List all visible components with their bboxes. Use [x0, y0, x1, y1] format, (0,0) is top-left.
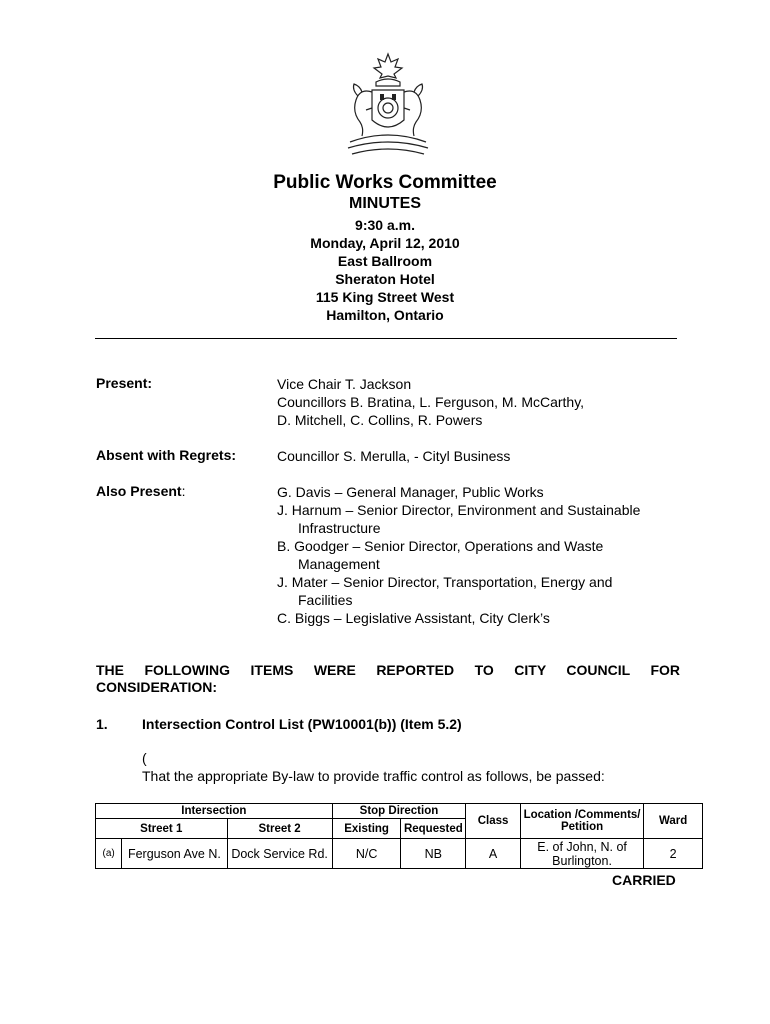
- street1-header: Street 1: [96, 819, 228, 839]
- present-line: D. Mitchell, C. Collins, R. Powers: [277, 412, 483, 428]
- also-present-label: [96, 483, 185, 499]
- meeting-street: 115 King Street West: [315, 289, 455, 305]
- staff-line: J. Harnum – Senior Director, Environment and Sustainable: [277, 502, 641, 518]
- present-line: Councillors B. Bratina, L. Ferguson, M. McCarthy,: [277, 394, 585, 410]
- existing-header: Existing: [332, 819, 401, 839]
- item-text: That the appropriate By-law to provide traffic control as follows, be passed:: [142, 768, 605, 784]
- staff-line: Facilities: [298, 592, 353, 608]
- staff-line: C. Biggs – Legislative Assistant, City Clerk’s: [277, 610, 550, 626]
- table-row: [96, 839, 703, 869]
- intersection-control-table: [95, 803, 703, 869]
- also-present-list: [277, 483, 697, 627]
- meeting-venue: Sheraton Hotel: [335, 271, 435, 287]
- ward-header: Ward: [644, 804, 703, 839]
- page-title: Public Works Committee: [273, 172, 497, 193]
- row-existing: N/C: [332, 839, 401, 869]
- meeting-city: Hamilton, Ontario: [326, 307, 444, 323]
- present-line: Vice Chair T. Jackson: [277, 376, 412, 392]
- row-class: A: [466, 839, 521, 869]
- meeting-date: Monday, April 12, 2010: [310, 235, 460, 251]
- staff-line: J. Mater – Senior Director, Transportation, Energy and: [277, 574, 613, 590]
- present-label: Present:: [96, 375, 153, 391]
- row-street2: Dock Service Rd.: [227, 839, 332, 869]
- reported-heading: THE FOLLOWING ITEMS WERE REPORTED TO CITY COUNCIL FOR: [96, 662, 680, 678]
- location-header: Location /Comments/ Petition: [520, 804, 643, 839]
- stop-direction-header: Stop Direction: [332, 804, 466, 819]
- reported-heading-cont: CONSIDERATION:: [96, 679, 218, 695]
- row-requested: NB: [401, 839, 466, 869]
- requested-header: Requested: [401, 819, 466, 839]
- intersection-header: Intersection: [96, 804, 333, 819]
- header-divider: [95, 338, 677, 339]
- absent-value: Councillor S. Merulla, - Cityl Business: [277, 448, 511, 464]
- also-present-colon: :: [181, 483, 186, 499]
- carried-status: CARRIED: [612, 872, 676, 888]
- row-letter: (a): [96, 839, 122, 869]
- item-title: Intersection Control List (PW10001(b)) (Item 5.2): [142, 716, 462, 732]
- item-number: 1.: [96, 716, 108, 732]
- meeting-details: [0, 216, 770, 324]
- meeting-room: East Ballroom: [337, 253, 433, 269]
- also-present-text: Also Present: [96, 483, 182, 499]
- meeting-time: 9:30 a.m.: [355, 217, 415, 233]
- staff-line: G. Davis – General Manager, Public Works: [277, 484, 544, 500]
- row-location: E. of John, N. of Burlington.: [520, 839, 643, 869]
- row-ward: 2: [644, 839, 703, 869]
- staff-line: B. Goodger – Senior Director, Operations and Waste: [277, 538, 604, 554]
- page-subtitle: MINUTES: [349, 195, 421, 212]
- item-paren: (: [142, 750, 147, 766]
- present-list: [277, 375, 697, 429]
- class-header: Class: [466, 804, 521, 839]
- row-street1: Ferguson Ave N.: [122, 839, 227, 869]
- staff-line: Infrastructure: [298, 520, 381, 536]
- absent-label: Absent with Regrets:: [96, 447, 237, 463]
- city-crest-logo: [336, 50, 440, 162]
- staff-line: Management: [298, 556, 380, 572]
- street2-header: Street 2: [227, 819, 332, 839]
